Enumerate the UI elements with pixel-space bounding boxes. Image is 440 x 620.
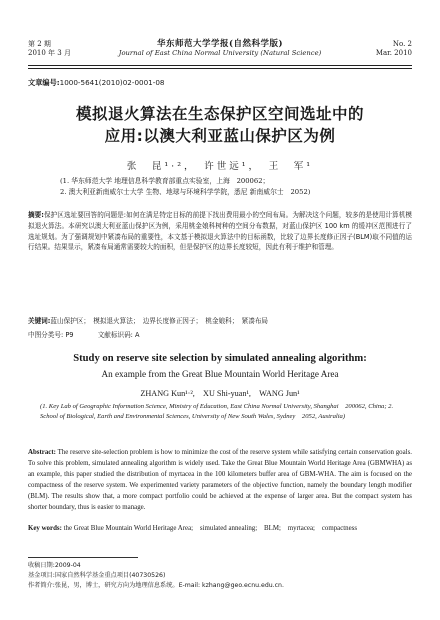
- footnote-fund: 基金项目:国家自然科学基金重点项目(40730526): [28, 572, 166, 579]
- article-code: [28, 78, 164, 88]
- header-issue-en: No. 2: [392, 40, 412, 48]
- footnote-rule: [28, 557, 138, 558]
- journal-name-en: Journal of East China Normal University (Natural Science): [118, 49, 322, 57]
- header-date-zh: 2010 年 3 月: [28, 49, 71, 57]
- en-abstract: [28, 448, 412, 513]
- doc-code-value: A: [135, 331, 140, 339]
- clc-value: P9: [65, 331, 74, 339]
- journal-name-zh: 华东师范大学学报(自然科学版): [156, 39, 284, 49]
- zh-title-line2: 应用:以澳大利亚蓝山保护区为例: [104, 127, 336, 145]
- zh-authors: 张 昆¹·²， 许世远¹， 王 军¹: [126, 161, 314, 172]
- footnote-received: 收稿日期:2009-04: [28, 562, 81, 569]
- zh-affiliations: [60, 176, 412, 198]
- en-keywords: [28, 524, 412, 535]
- zh-title: [28, 103, 412, 147]
- en-abstract-label: Abstract:: [28, 449, 56, 456]
- en-keywords-label: Key words:: [28, 525, 62, 532]
- zh-classification: [28, 329, 412, 339]
- doc-code-label: 文献标识码:: [97, 331, 133, 339]
- zh-abstract-text: 保护区选址要回答的问题是:如何在满足特定目标的前提下找出费用最小的空间布局。为解决这个问题，较多的是使用计算机模拟退火算法。本研究以澳大利亚蓝山保护区为例，采用桃金娘科树种的空间分布数据，对蓝山保护区 100 km 的缓冲区范围进行了选址规划。为了强调规划中紧凑布局的重要性，本文基于模拟退火算法中的目标函数，比较了边界长度修正因子(BLM)取不同值的运行结果。结果显示，紧凑布局通常需要较大的面积，但是保护区的边界长度较短，因此有利于维护和管理。: [28, 211, 412, 252]
- zh-abstract: [28, 210, 412, 253]
- zh-affiliation-2: 2. 澳大利亚新南威尔士大学 生物、地球与环境科学学院，悉尼 新南威尔士 2052): [60, 188, 311, 196]
- zh-affiliation-1: (1. 华东师范大学 地理信息科学教育部重点实验室，上海 200062；: [60, 177, 270, 185]
- zh-title-line1: 模拟退火算法在生态保护区空间选址中的: [75, 105, 364, 123]
- header-rule: [28, 65, 412, 69]
- header-right: [376, 40, 412, 58]
- en-affiliations: [40, 402, 406, 422]
- en-title: Study on reserve site selection by simulated annealing algorithm:: [73, 353, 367, 364]
- running-header: [28, 40, 412, 64]
- clc-label: 中图分类号:: [28, 331, 64, 339]
- en-subtitle: An example from the Great Blue Mountain World Heritage Area: [101, 369, 339, 379]
- en-abstract-text: The reserve site-selection problem is how to minimize the cost of the reserve system while satisfying certain conservation goals. To solve this problem, simulated annealing algorithm is widely used. Take the Great Blue Mountain World Heritage Area (GBMWHA) as an example, this paper studied the distribution of myrtacea in the 100 kilometers buffer area of GBM-WHA. The aim is focused on the compactness of the reserve system. We experimented variety parameters of the objective function, namely the boundary length modifier (BLM). The results show that, a more compact portfolio could be achieved at the expense of larger area. But the compact system has shorter boundary, thus is easier to manage.: [28, 449, 412, 511]
- zh-keywords-label: 关键词:: [28, 317, 51, 325]
- header-journal: [28, 40, 412, 58]
- footnote-author: 作者简介:张昆，男，博士，研究方向为地理信息系统。E-mail: kzhang@geo.ecnu.edu.cn.: [28, 582, 284, 589]
- header-date-en: Mar. 2010: [375, 49, 412, 57]
- footnote: [28, 561, 412, 591]
- article-code-label: 文章编号:: [28, 78, 60, 87]
- article-code-value: 1000-5641(2010)02-0001-08: [59, 78, 165, 87]
- zh-abstract-label: 摘要:: [28, 211, 44, 219]
- en-authors: ZHANG Kun¹·², XU Shi-yuan¹, WANG Jun¹: [140, 389, 300, 398]
- en-keywords-text: the Great Blue Mountain World Heritage Area; simulated annealing; BLM; myrtacea; compactness: [63, 525, 358, 532]
- header-issue-zh: 第 2 期: [28, 40, 51, 48]
- zh-keywords: [28, 316, 412, 327]
- en-affiliation-text: (1. Key Lab of Geographic Information Science, Ministry of Education, East China Normal University, Shanghai 200062, China; 2. School of Biological, Earth and Environmental Sciences, University of New South Wales, Sydney 2052, Australia): [40, 403, 394, 420]
- zh-keywords-text: 蓝山保护区； 模拟退火算法； 边界长度修正因子； 桃金娘科； 紧凑布局: [50, 317, 269, 325]
